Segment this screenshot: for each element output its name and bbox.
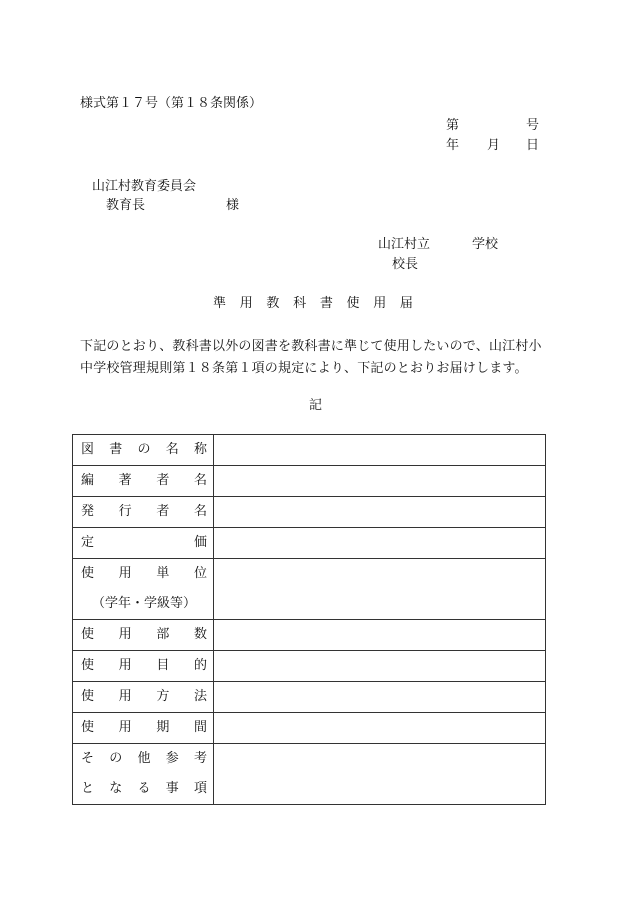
doc-title-char: 科 xyxy=(293,296,307,311)
form-table xyxy=(72,434,546,805)
row-label-char: 称 xyxy=(193,442,207,457)
row-label-char: 編 xyxy=(81,473,95,488)
row-value-cell[interactable] xyxy=(214,620,546,651)
row-label-char: 使 xyxy=(81,658,95,673)
row-label-char: 事 xyxy=(165,781,179,796)
row-label-char: 単 xyxy=(156,566,170,581)
row-value-cell[interactable] xyxy=(214,559,546,620)
row-label-char: 使 xyxy=(81,627,95,642)
row-value-cell[interactable] xyxy=(214,713,546,744)
row-label-char: 使 xyxy=(81,689,95,704)
row-label-char: な xyxy=(109,781,123,796)
table-row xyxy=(73,713,546,744)
row-label-char: 数 xyxy=(193,627,207,642)
row-label xyxy=(73,559,214,620)
row-label-line xyxy=(81,651,207,681)
row-label-line xyxy=(81,528,207,558)
ki-heading: 記 xyxy=(309,398,323,413)
row-label-line xyxy=(81,774,207,804)
row-label-char: そ xyxy=(81,751,95,766)
row-label-char: 用 xyxy=(118,658,132,673)
doc-title-char: 教 xyxy=(266,296,280,311)
row-label-line xyxy=(81,682,207,712)
row-label xyxy=(73,744,214,805)
recipient-title: 教育長 xyxy=(106,198,146,213)
row-label-line xyxy=(81,435,207,465)
row-label-char: 考 xyxy=(193,751,207,766)
row-label-char: 図 xyxy=(81,442,95,457)
row-label-char: 用 xyxy=(118,720,132,735)
doc-title-char: 使 xyxy=(346,296,360,311)
row-label-char: 名 xyxy=(193,504,207,519)
doc-title-char: 準 xyxy=(213,296,227,311)
row-label-char: 期 xyxy=(156,720,170,735)
row-value-cell[interactable] xyxy=(214,435,546,466)
row-label xyxy=(73,682,214,713)
row-value-cell[interactable] xyxy=(214,744,546,805)
date-month: 月 xyxy=(487,138,501,153)
row-value-cell[interactable] xyxy=(214,528,546,559)
recipient-honorific: 様 xyxy=(226,198,240,213)
table-row xyxy=(73,528,546,559)
row-label xyxy=(73,435,214,466)
row-label-char: 名 xyxy=(193,473,207,488)
row-label-char: 位 xyxy=(193,566,207,581)
row-label-char: 著 xyxy=(118,473,132,488)
recipient-org: 山江村教育委員会 xyxy=(92,179,197,194)
row-label-char: 項 xyxy=(193,781,207,796)
row-label-char: 者 xyxy=(156,473,170,488)
row-label-char: の xyxy=(137,442,151,457)
row-label-char: 書 xyxy=(109,442,123,457)
table-row xyxy=(73,744,546,805)
row-value-cell[interactable] xyxy=(214,497,546,528)
row-label-char: 使 xyxy=(81,720,95,735)
row-label-line xyxy=(81,559,207,589)
row-label-line xyxy=(81,466,207,496)
row-label-line xyxy=(81,589,207,619)
row-label-char: 価 xyxy=(193,535,207,550)
row-label-char: 他 xyxy=(137,751,151,766)
row-label-char: 者 xyxy=(156,504,170,519)
row-label-char: る xyxy=(137,781,151,796)
doc-number-suffix: 号 xyxy=(526,118,540,133)
doc-number-prefix: 第 xyxy=(446,118,460,133)
doc-title xyxy=(213,297,413,310)
row-label-char: 使 xyxy=(81,566,95,581)
row-label-line xyxy=(81,744,207,774)
row-label-line xyxy=(81,713,207,743)
table-row xyxy=(73,651,546,682)
row-label xyxy=(73,651,214,682)
sender-school-prefix: 山江村立 xyxy=(378,237,431,252)
row-label xyxy=(73,620,214,651)
row-label xyxy=(73,528,214,559)
row-value-cell[interactable] xyxy=(214,682,546,713)
row-label-char: 間 xyxy=(193,720,207,735)
row-label-char: 用 xyxy=(118,627,132,642)
body-paragraph: 下記のとおり、教科書以外の図書を教科書に準じて使用したいので、山江村小中学校管理規則第１８条第１項の規定により、下記のとおりお届けします。 xyxy=(80,339,542,376)
table-row xyxy=(73,497,546,528)
row-label-char: （学年・学級等） xyxy=(91,596,196,611)
row-value-cell[interactable] xyxy=(214,466,546,497)
doc-title-char: 用 xyxy=(373,296,387,311)
row-label-char: 的 xyxy=(193,658,207,673)
table-row xyxy=(73,620,546,651)
form-number: 様式第１７号（第１８条関係） xyxy=(80,96,263,111)
sender-title: 校長 xyxy=(392,257,419,272)
row-label-char: 参 xyxy=(165,751,179,766)
row-label-char: 名 xyxy=(165,442,179,457)
row-label-char: 目 xyxy=(156,658,170,673)
row-label-char: 行 xyxy=(118,504,132,519)
row-label xyxy=(73,466,214,497)
date-year: 年 xyxy=(446,138,460,153)
date-day: 日 xyxy=(526,138,540,153)
row-label-char: 法 xyxy=(193,689,207,704)
table-row xyxy=(73,559,546,620)
doc-title-char: 書 xyxy=(319,296,333,311)
sender-school-suffix: 学校 xyxy=(472,237,499,252)
row-label-char: 定 xyxy=(81,535,95,550)
table-row xyxy=(73,435,546,466)
row-label-char: 発 xyxy=(81,504,95,519)
row-label-char: の xyxy=(109,751,123,766)
row-label-char: 方 xyxy=(156,689,170,704)
row-label-line xyxy=(81,620,207,650)
row-label-char: 部 xyxy=(156,627,170,642)
table-row xyxy=(73,682,546,713)
row-label xyxy=(73,497,214,528)
doc-title-char: 用 xyxy=(239,296,253,311)
row-label-char: 用 xyxy=(118,566,132,581)
row-label-line xyxy=(81,497,207,527)
doc-title-char: 届 xyxy=(399,296,413,311)
row-value-cell[interactable] xyxy=(214,651,546,682)
table-row xyxy=(73,466,546,497)
row-label-char: と xyxy=(81,781,95,796)
row-label-char: 用 xyxy=(118,689,132,704)
row-label xyxy=(73,713,214,744)
